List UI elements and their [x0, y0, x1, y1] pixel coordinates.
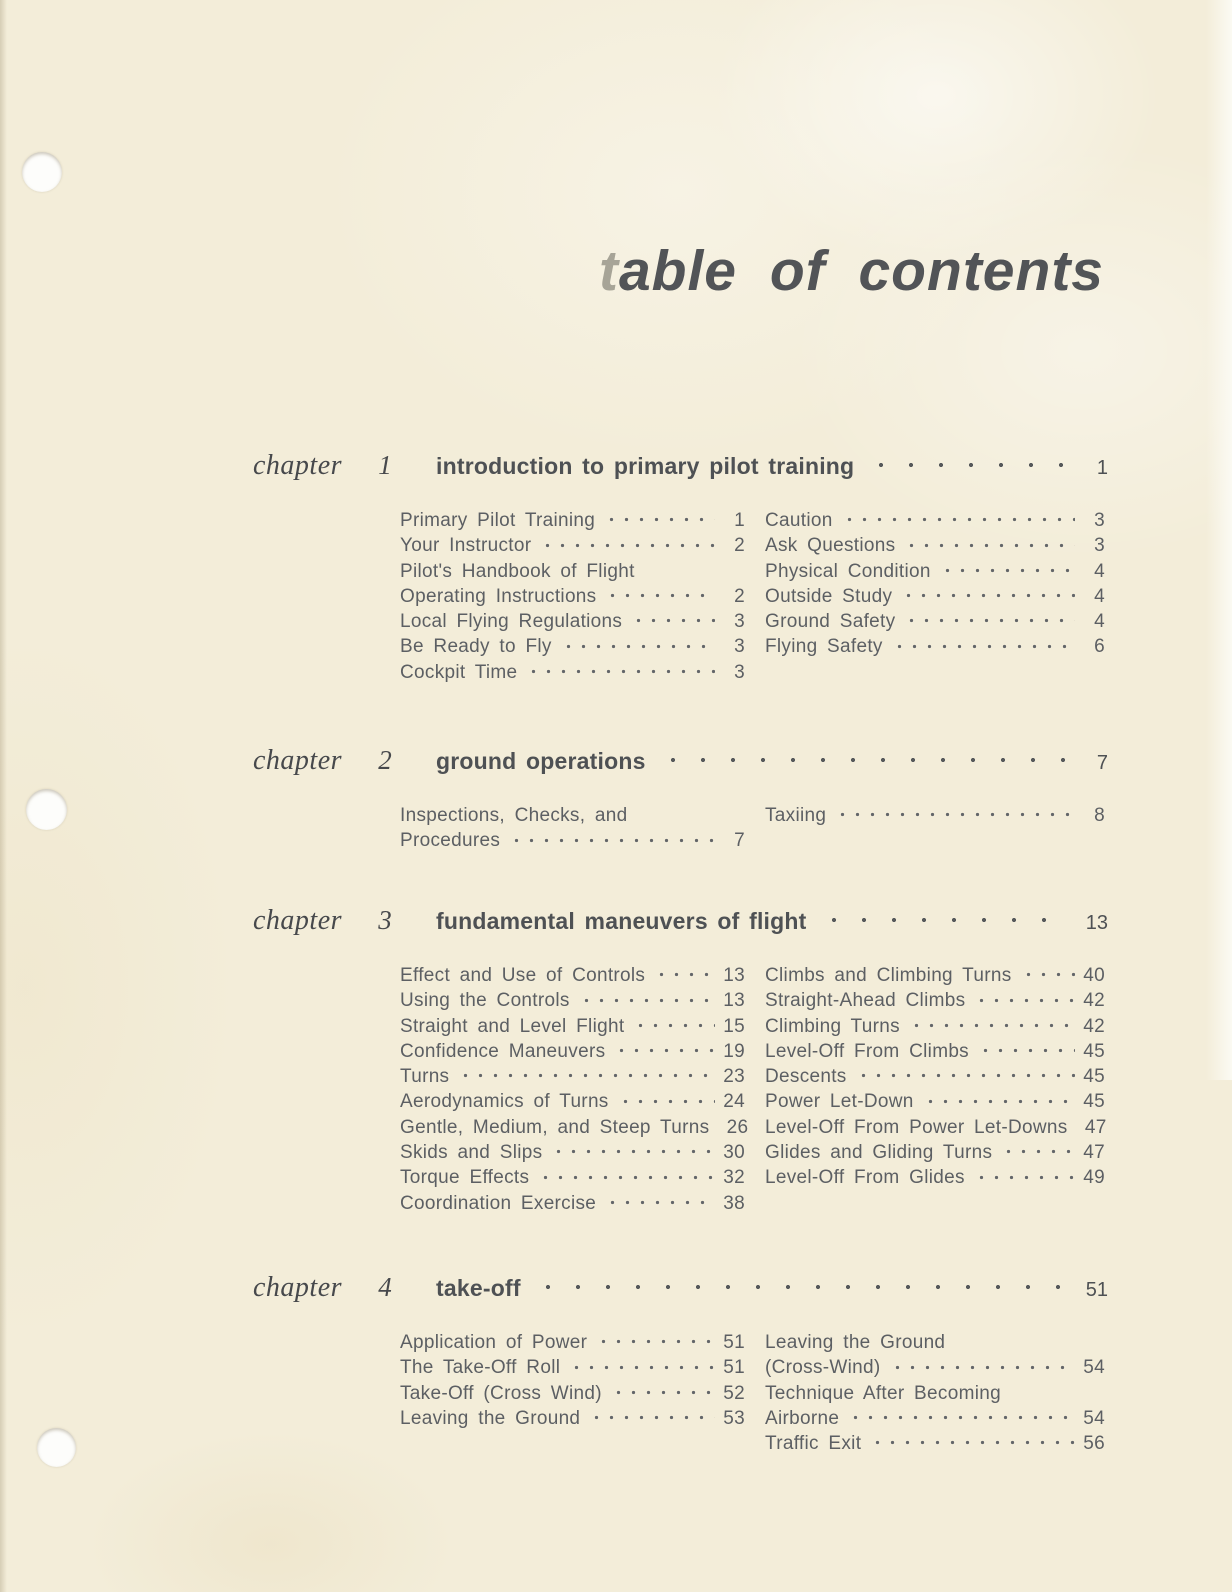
scan-right-edge: [1206, 0, 1232, 1080]
entry-page-number: 30: [723, 1142, 745, 1164]
dot-leader: [605, 593, 715, 609]
chapter-number: 4: [378, 1272, 392, 1302]
chapter-page-number: 1: [1096, 457, 1108, 479]
entry-page-number: 45: [1083, 1040, 1105, 1062]
toc-entry: [400, 1165, 745, 1190]
toc-entry: [765, 1355, 1105, 1380]
entry-title: Using the Controls: [400, 990, 570, 1012]
entry-title: Level-Off From Glides: [765, 1167, 965, 1189]
toc-entry: [765, 1014, 1105, 1039]
chapter-page-number: 13: [1085, 912, 1108, 934]
entry-title: Inspections, Checks, and: [400, 805, 628, 826]
toc-entry: [400, 1330, 745, 1355]
chapter-word: chapter: [253, 1272, 343, 1303]
entry-page-number: 47: [1084, 1116, 1107, 1138]
entry-title: Descents: [765, 1066, 847, 1088]
dot-leader: [604, 517, 715, 533]
chapter-section: [253, 450, 1108, 685]
dot-leader: [1001, 1149, 1075, 1165]
toc-entry: [765, 559, 1105, 584]
toc-entry: [400, 988, 745, 1013]
entry-page-number: 2: [734, 535, 745, 557]
dot-leader: [870, 1440, 1075, 1456]
dot-leader: [579, 998, 715, 1014]
entry-title: (Cross-Wind): [765, 1357, 881, 1379]
toc-entry: [400, 660, 745, 685]
dot-leader: [611, 1390, 715, 1406]
entry-title: Ask Questions: [765, 535, 896, 557]
chapter-word: chapter: [253, 745, 343, 776]
toc-entry: [400, 1039, 745, 1064]
entry-title: Climbing Turns: [765, 1015, 900, 1037]
toc-entry: [765, 508, 1105, 533]
dot-leader: [892, 644, 1075, 660]
toc-entry: [400, 1064, 745, 1089]
toc-entry: [765, 963, 1105, 988]
chapter-section: [253, 905, 1108, 1216]
entry-title: Level-Off From Climbs: [765, 1040, 969, 1062]
entry-page-number: 51: [723, 1332, 745, 1353]
toc-entry: [400, 634, 745, 659]
dot-leader: [538, 1175, 715, 1191]
entry-title: Leaving the Ground: [400, 1407, 581, 1429]
entry-page-number: 53: [723, 1407, 745, 1429]
dot-leader: [596, 1339, 715, 1355]
toc-entry: [765, 1406, 1105, 1431]
entry-page-number: 4: [1094, 585, 1105, 607]
toc-entry: [765, 1140, 1105, 1165]
toc-entry: [765, 634, 1105, 659]
entry-columns: [400, 963, 1108, 1216]
entry-title: Aerodynamics of Turns: [400, 1091, 609, 1113]
dot-leader: [890, 1365, 1076, 1381]
chapter-heading-row: [253, 905, 1108, 937]
dot-leader: [618, 1099, 715, 1115]
toc-entry: [400, 1140, 745, 1165]
dot-leader: [856, 1073, 1075, 1089]
entry-page-number: 19: [723, 1040, 745, 1062]
toc-entry: [400, 1014, 745, 1039]
chapter-heading-row: [253, 450, 1108, 482]
entry-title: Primary Pilot Training: [400, 510, 596, 531]
entry-page-number: 45: [1083, 1091, 1105, 1113]
dot-leader: [631, 618, 715, 634]
entry-column-right: [765, 508, 1105, 685]
entry-title: Caution: [765, 510, 833, 531]
entry-page-number: 6: [1094, 636, 1105, 658]
dot-leader: [1021, 972, 1075, 988]
dot-leader: [569, 1365, 715, 1381]
entry-title: Level-Off From Power Let-Downs: [765, 1116, 1068, 1138]
entry-title: Effect and Use of Controls: [400, 965, 646, 986]
dot-leader: [561, 644, 715, 660]
entry-columns: [400, 1330, 1108, 1456]
toc-entry: [765, 1064, 1105, 1089]
dot-leader: [909, 1023, 1075, 1039]
page-title-accent-letter: t: [598, 239, 619, 303]
entry-page-number: 26: [726, 1116, 749, 1138]
entry-page-number: 51: [723, 1357, 745, 1379]
entry-title: Power Let-Down: [765, 1091, 914, 1113]
entry-title: Climbs and Climbing Turns: [765, 965, 1012, 986]
entry-title: Glides and Gliding Turns: [765, 1142, 993, 1164]
entry-title: Be Ready to Fly: [400, 636, 552, 658]
entry-title: Leaving the Ground: [765, 1332, 946, 1353]
dot-leader: [866, 462, 1070, 482]
entry-page-number: 13: [723, 965, 745, 986]
entry-column-left: [400, 1330, 745, 1456]
dot-leader: [605, 1200, 715, 1216]
dot-leader: [509, 838, 715, 854]
toc-entry: [400, 1115, 749, 1140]
toc-entry: [400, 584, 745, 609]
entry-title: Application of Power: [400, 1332, 588, 1353]
chapter-page-number: 51: [1085, 1279, 1108, 1301]
toc-entry: [400, 1191, 745, 1216]
entry-title: Procedures: [400, 830, 501, 852]
entry-title: Pilot's Handbook of Flight: [400, 560, 635, 582]
entry-title: Outside Study: [765, 585, 893, 607]
toc-entry: [765, 1039, 1105, 1064]
entry-page-number: 3: [1094, 510, 1105, 531]
entry-title: Your Instructor: [400, 535, 532, 557]
dot-leader: [978, 1048, 1075, 1064]
dot-leader: [842, 517, 1075, 533]
toc-entry: [400, 1355, 745, 1380]
entry-column-left: [400, 803, 745, 854]
chapter-heading-row: [253, 745, 1108, 777]
page-title-rest: able of contents: [618, 239, 1104, 303]
dot-leader: [835, 812, 1075, 828]
entry-column-right: [765, 803, 1105, 854]
entry-page-number: 56: [1083, 1433, 1105, 1455]
entry-title: Airborne: [765, 1407, 840, 1429]
entry-title: Take-Off (Cross Wind): [400, 1382, 602, 1404]
entry-page-number: 8: [1094, 805, 1105, 826]
entry-title: Coordination Exercise: [400, 1192, 597, 1214]
entry-page-number: 3: [734, 611, 745, 633]
dot-leader: [974, 1175, 1075, 1191]
dot-leader: [526, 669, 715, 685]
entry-page-number: 24: [723, 1091, 745, 1113]
chapter-word: chapter: [253, 905, 343, 936]
entry-page-number: 2: [734, 585, 745, 607]
toc-entry: [400, 828, 745, 853]
dot-leader: [654, 972, 715, 988]
entry-column-left: [400, 963, 749, 1216]
chapter-number: 2: [378, 745, 392, 775]
dot-leader: [974, 998, 1075, 1014]
chapter-word: chapter: [253, 450, 343, 481]
chapter-heading-row: [253, 1272, 1108, 1304]
dot-leader: [904, 618, 1075, 634]
entry-title: Straight-Ahead Climbs: [765, 990, 966, 1012]
toc-entry: [765, 1330, 1105, 1355]
dot-leader: [848, 1415, 1075, 1431]
entry-title: Technique After Becoming: [765, 1382, 1001, 1404]
chapter-number: 1: [378, 450, 392, 480]
entry-page-number: 4: [1094, 560, 1105, 582]
dot-leader: [551, 1149, 715, 1165]
entry-columns: [400, 508, 1108, 685]
entry-title: Straight and Level Flight: [400, 1015, 625, 1037]
entry-page-number: 42: [1083, 990, 1105, 1012]
entry-title: Traffic Exit: [765, 1433, 862, 1455]
entry-title: Skids and Slips: [400, 1142, 543, 1164]
toc-entry: [400, 559, 745, 584]
entry-page-number: 42: [1083, 1015, 1105, 1037]
entry-column-left: [400, 508, 745, 685]
dot-leader: [589, 1415, 715, 1431]
punch-hole-bottom: [37, 1428, 76, 1467]
chapter-page-number: 7: [1096, 752, 1108, 774]
toc-entry: [765, 533, 1105, 558]
toc-entry: [765, 1165, 1105, 1190]
chapter-number: 3: [378, 905, 392, 935]
toc-entry: [765, 584, 1105, 609]
entry-page-number: 52: [723, 1382, 745, 1404]
dot-leader: [658, 757, 1070, 777]
toc-entry: [400, 609, 745, 634]
chapter-section: [253, 745, 1108, 854]
dot-leader: [819, 917, 1071, 937]
toc-entry: [765, 803, 1105, 828]
entry-page-number: 47: [1083, 1142, 1105, 1164]
page-title: [599, 238, 1104, 304]
chapter-title: fundamental maneuvers of flight: [436, 908, 807, 934]
entry-column-right: [765, 1330, 1105, 1456]
entry-page-number: 1: [734, 510, 745, 531]
toc-entry: [400, 1089, 745, 1114]
entry-page-number: 38: [723, 1192, 745, 1214]
entry-page-number: 45: [1083, 1066, 1105, 1088]
dot-leader: [940, 568, 1075, 584]
entry-title: The Take-Off Roll: [400, 1357, 561, 1379]
dot-leader: [533, 1284, 1070, 1304]
entry-page-number: 54: [1083, 1407, 1105, 1429]
entry-page-number: 15: [723, 1015, 745, 1037]
toc-entry: [765, 1089, 1105, 1114]
dot-leader: [614, 1048, 715, 1064]
entry-columns: [400, 803, 1108, 854]
toc-entry: [400, 963, 745, 988]
toc-entry: [400, 1381, 745, 1406]
dot-leader: [901, 593, 1075, 609]
entry-title: Operating Instructions: [400, 585, 597, 607]
entry-title: Confidence Maneuvers: [400, 1040, 606, 1062]
toc-entry: [765, 609, 1105, 634]
page-left-edge-shadow: [0, 0, 7, 1592]
chapter-title: introduction to primary pilot training: [436, 453, 855, 479]
entry-page-number: 54: [1083, 1357, 1105, 1379]
entry-title: Flying Safety: [765, 636, 883, 658]
chapter-section: [253, 1272, 1108, 1456]
dot-leader: [540, 543, 715, 559]
dot-leader: [923, 1099, 1075, 1115]
entry-title: Ground Safety: [765, 611, 896, 633]
entry-page-number: 3: [734, 661, 745, 683]
toc-entry: [765, 1115, 1105, 1140]
chapter-title: take-off: [436, 1275, 521, 1301]
entry-page-number: 40: [1083, 965, 1105, 986]
dot-leader: [904, 543, 1075, 559]
entry-title: Local Flying Regulations: [400, 611, 623, 633]
entry-page-number: 3: [1094, 535, 1105, 557]
entry-title: Gentle, Medium, and Steep Turns: [400, 1116, 710, 1138]
chapter-title: ground operations: [436, 748, 646, 774]
entry-page-number: 23: [723, 1066, 745, 1088]
entry-title: Torque Effects: [400, 1167, 530, 1189]
entry-title: Cockpit Time: [400, 661, 518, 683]
toc-entry: [400, 533, 745, 558]
entry-title: Taxiing: [765, 805, 827, 826]
entry-page-number: 4: [1094, 611, 1105, 633]
toc-entry: [400, 803, 745, 828]
toc-entry: [400, 508, 745, 533]
entry-page-number: 3: [734, 636, 745, 658]
punch-hole-middle: [26, 789, 67, 830]
dot-leader: [458, 1073, 715, 1089]
toc-entry: [765, 1431, 1105, 1456]
entry-title: Physical Condition: [765, 560, 931, 582]
dot-leader: [633, 1023, 715, 1039]
toc-entry: [765, 1381, 1105, 1406]
punch-hole-top: [22, 152, 62, 192]
entry-title: Turns: [400, 1066, 450, 1088]
entry-page-number: 13: [723, 990, 745, 1012]
entry-column-right: [765, 963, 1105, 1216]
toc-entry: [765, 988, 1105, 1013]
toc-entry: [400, 1406, 745, 1431]
entry-page-number: 49: [1083, 1167, 1105, 1189]
entry-page-number: 32: [723, 1167, 745, 1189]
entry-page-number: 7: [734, 830, 745, 852]
